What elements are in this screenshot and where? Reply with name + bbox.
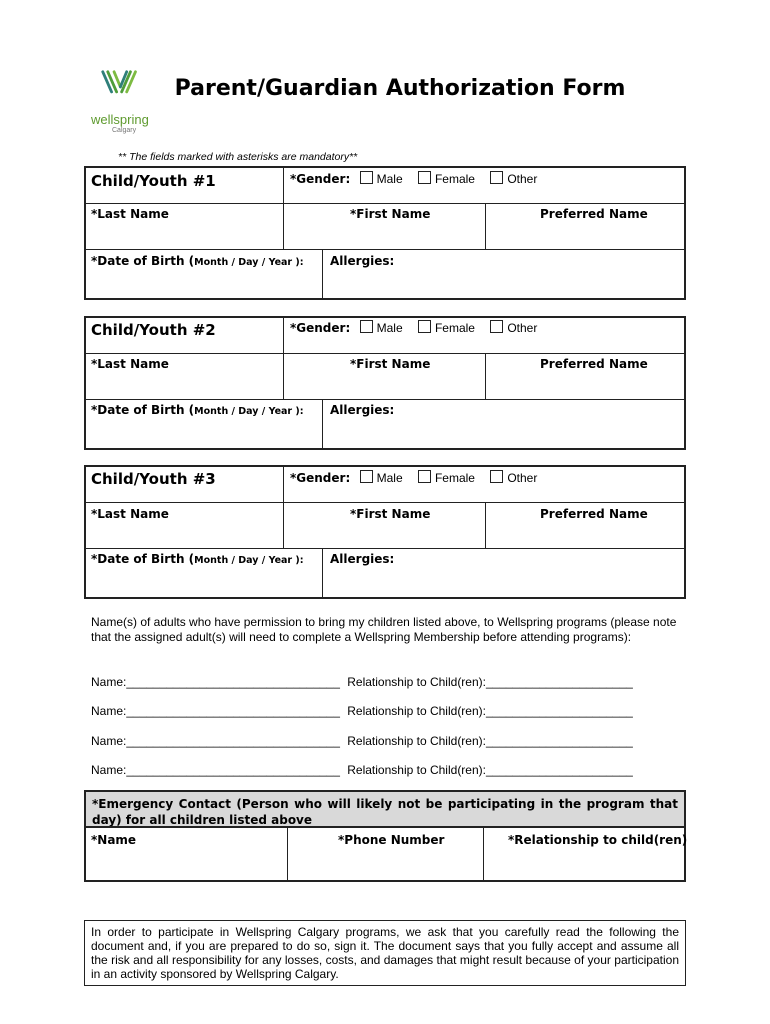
- adult-line: [91, 763, 633, 777]
- dob-label: *Date of Birth (Month / Day / Year ):: [91, 552, 304, 566]
- dob-label: *Date of Birth (Month / Day / Year ):: [91, 254, 304, 268]
- dob-label: *Date of Birth (Month / Day / Year ):: [91, 403, 304, 417]
- adult-name-field[interactable]: Name:________________________________: [91, 763, 340, 777]
- adult-line: [91, 704, 633, 718]
- gender-other-checkbox[interactable]: [490, 470, 503, 483]
- first-name-label: *First Name: [350, 207, 431, 221]
- last-name-label: *Last Name: [91, 357, 169, 371]
- first-name-label: *First Name: [350, 507, 431, 521]
- first-name-label: *First Name: [350, 357, 431, 371]
- child-heading: Child/Youth #3: [91, 470, 216, 488]
- allergies-label: Allergies:: [330, 254, 395, 268]
- gender-field: *Gender: Male Female Other: [290, 172, 538, 186]
- gender-male-checkbox[interactable]: [360, 171, 373, 184]
- adult-relationship-field[interactable]: Relationship to Child(ren):______________________: [347, 734, 633, 748]
- last-name-label: *Last Name: [91, 207, 169, 221]
- gender-female-checkbox[interactable]: [418, 470, 431, 483]
- last-name-label: *Last Name: [91, 507, 169, 521]
- emergency-contact-heading: *Emergency Contact (Person who will likely not be participating in the program that day) for all children listed above: [84, 790, 686, 828]
- adult-relationship-field[interactable]: Relationship to Child(ren):______________________: [347, 763, 633, 777]
- child-heading: Child/Youth #1: [91, 172, 216, 190]
- logo-wordmark: wellspring: [91, 112, 149, 127]
- gender-other-checkbox[interactable]: [490, 320, 503, 333]
- mandatory-note: ** The fields marked with asterisks are mandatory**: [118, 151, 358, 163]
- emergency-name-label: *Name: [91, 833, 137, 847]
- gender-male-checkbox[interactable]: [360, 320, 373, 333]
- logo-subtitle: Calgary: [112, 127, 137, 134]
- gender-female-checkbox[interactable]: [418, 320, 431, 333]
- gender-other-checkbox[interactable]: [490, 171, 503, 184]
- adult-line: [91, 734, 633, 748]
- page-title: Parent/Guardian Authorization Form: [174, 76, 626, 101]
- adult-name-field[interactable]: Name:________________________________: [91, 675, 340, 689]
- child-heading: Child/Youth #2: [91, 321, 216, 339]
- adult-name-field[interactable]: Name:________________________________: [91, 734, 340, 748]
- adult-name-field[interactable]: Name:________________________________: [91, 704, 340, 718]
- gender-female-checkbox[interactable]: [418, 171, 431, 184]
- adult-relationship-field[interactable]: Relationship to Child(ren):______________________: [347, 704, 633, 718]
- waiver-text: In order to participate in Wellspring Calgary programs, we ask that you carefully read the following the document and, if you are prepared to do so, sign it. The document says that you fully accept and assume all the risk and all responsibility for any losses, costs, and damages that might result because of your participation in an activity sponsored by Wellspring Calgary.: [84, 920, 686, 986]
- emergency-relationship-label: *Relationship to child(ren): [508, 833, 688, 847]
- preferred-name-label: Preferred Name: [540, 207, 648, 221]
- adult-line: [91, 675, 633, 689]
- allergies-label: Allergies:: [330, 403, 395, 417]
- gender-field: *Gender: Male Female Other: [290, 321, 538, 335]
- permission-text: Name(s) of adults who have permission to bring my children listed above, to Wellspring programs (please note that the assigned adult(s) will need to complete a Wellspring Membership before attending programs):: [91, 615, 677, 644]
- preferred-name-label: Preferred Name: [540, 357, 648, 371]
- preferred-name-label: Preferred Name: [540, 507, 648, 521]
- emergency-phone-label: *Phone Number: [338, 833, 445, 847]
- allergies-label: Allergies:: [330, 552, 395, 566]
- gender-field: *Gender: Male Female Other: [290, 471, 538, 485]
- gender-male-checkbox[interactable]: [360, 470, 373, 483]
- adult-relationship-field[interactable]: Relationship to Child(ren):______________________: [347, 675, 633, 689]
